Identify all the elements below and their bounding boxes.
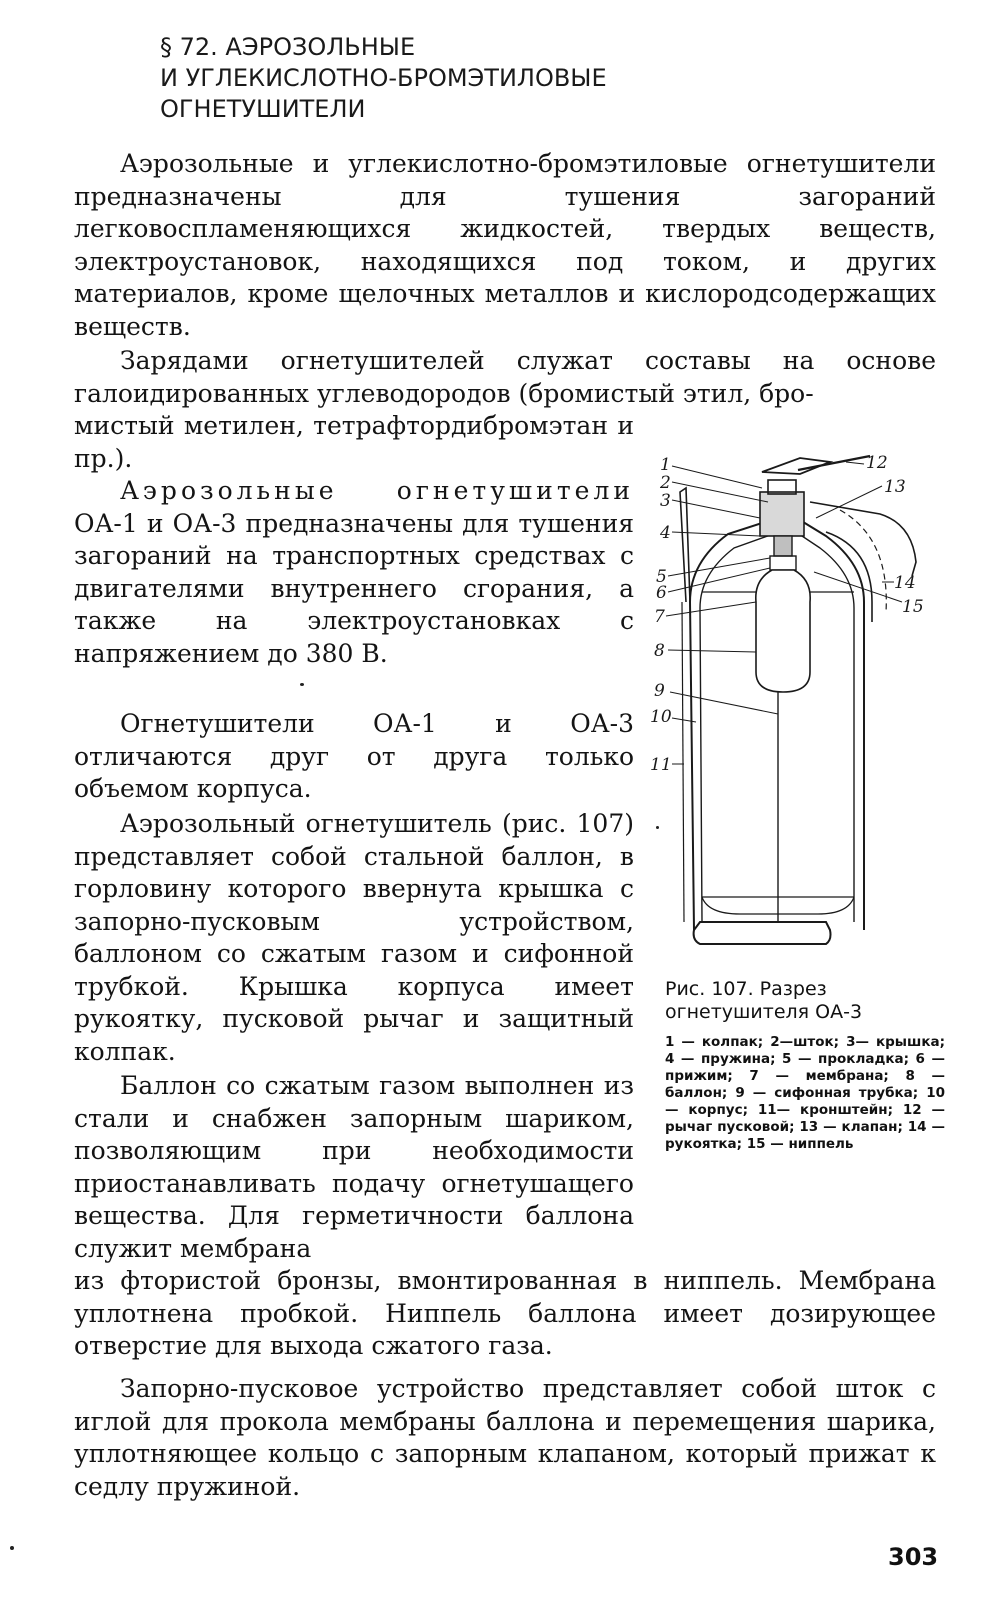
paragraph-charges-start: Зарядами огнетушителей служат составы на основе галоидированных углеводородов (бромистый этил, бро-: [74, 346, 936, 408]
paragraph-oa-models-text: ОА-1 и ОА-3 предназначены для тушения загораний на транспортных средствах с двигателями внутреннего сгорания, а также на электроустановках с напряжением до 380 В.: [74, 508, 634, 668]
part-label-10: 10: [650, 707, 672, 727]
gas-cylinder: [756, 570, 810, 692]
part-label-14: 14: [894, 573, 916, 593]
section-heading: [160, 32, 760, 125]
paragraph-gas-cylinder-start: Баллон со сжатым газом выполнен из стали и снабжен запорным шариком, позволяющим при необходимости приостанавливать подачу огнетушащего вещества. Для герметичности баллона служит мембрана: [74, 1071, 634, 1263]
paragraph-purpose: Аэрозольные и углекислотно-бромэтиловые огнетушители предназначены для тушения загораний легковоспламеняющихся жидкостей, твердых веществ, электроустановок, находящихся под током, и других материалов, кроме щелочных металлов и кислородсодержащих веществ.: [74, 149, 936, 341]
part-label-13: 13: [884, 477, 906, 497]
part-label-11: 11: [650, 755, 672, 775]
figure-legend: 1 — колпак; 2—шток; 3— крышка; 4 — пружина; 5 — прокладка; 6 — прижим; 7 — мембрана; 8 — баллон; 9 — сифонная трубка; 10 — корпус; 11— кронштейн; 12 — рычаг пусковой; 13 — клапан; 14 — рукоятка; 15 — ниппель: [665, 1034, 945, 1152]
paragraph-construction: Аэрозольный огнетушитель (рис. 107) представляет собой стальной баллон, в горловину которого ввернута крышка с запорно-пусковым устройством, баллоном со сжатым газом и сифонной трубкой. Крышка корпуса имеет рукоятку, пусковой рычаг и защитный колпак.: [74, 809, 634, 1066]
part-label-9: 9: [654, 681, 665, 701]
part-label-3: 3: [660, 491, 671, 511]
valve-assembly: [760, 456, 870, 570]
spaced-term: Аэрозольные огнетушители: [120, 476, 634, 505]
part-label-5: 5: [656, 567, 667, 587]
part-label-2: 2: [660, 473, 671, 493]
part-label-1: 1: [660, 455, 671, 475]
extinguisher-cross-section-figure: [650, 452, 950, 972]
print-speck: [300, 683, 304, 686]
heading-line-1: § 72. АЭРОЗОЛЬНЫЕ: [160, 33, 416, 61]
paragraph-oa-models: [74, 475, 634, 670]
paragraph-difference: Огнетушители ОА-1 и ОА-3 отличаются друг от друга только объемом корпуса.: [74, 709, 634, 803]
part-label-15: 15: [902, 597, 924, 617]
page-number: 303: [888, 1543, 939, 1571]
print-speck: [10, 1546, 14, 1550]
part-label-8: 8: [654, 641, 665, 661]
part-label-12: 12: [866, 453, 888, 473]
part-label-4: 4: [660, 523, 671, 543]
paragraph-shutoff-device: Запорно-пусковое устройство представляет собой шток с иглой для прокола мембраны баллона и перемещения шарика, уплотняющее кольцо с запорным клапаном, который прижат к седлу пружиной.: [74, 1374, 936, 1501]
part-label-7: 7: [654, 607, 665, 627]
part-label-6: 6: [656, 583, 667, 603]
print-speck: [656, 826, 659, 829]
paragraph-gas-cylinder-end: из фтористой бронзы, вмонтированная в ниппель. Мембрана уплотнена пробкой. Ниппель баллона имеет дозирующее отверстие для выхода сжатого газа.: [74, 1266, 936, 1360]
figure-caption: Рис. 107. Разрез огнетушителя ОА-3: [665, 978, 863, 1023]
heading-line-2: И УГЛЕКИСЛОТНО-БРОМЭТИЛОВЫЕ: [160, 64, 607, 92]
heading-line-3: ОГНЕТУШИТЕЛИ: [160, 95, 366, 123]
paragraph-charges-end: мистый метилен, тетрафтордибромэтан и пр.).: [74, 411, 634, 473]
